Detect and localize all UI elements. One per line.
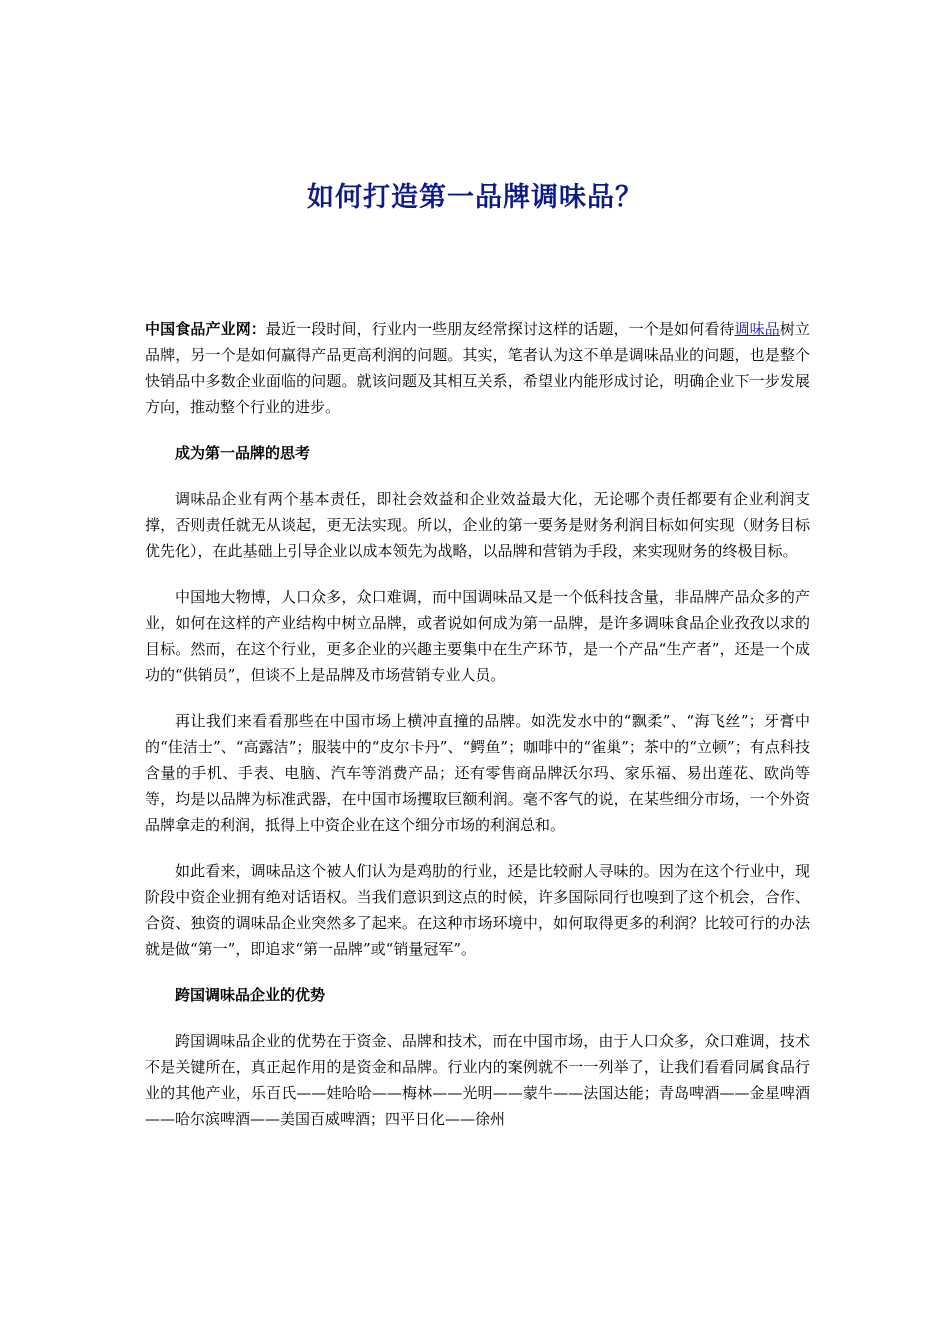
paragraph: 如此看来，调味品这个被人们认为是鸡肋的行业，还是比较耐人寻味的。因为在这个行业中，现阶段中资企业拥有绝对话语权。当我们意识到这点的时候，许多国际同行也嗅到了这个机会，合作、合资、独资的调味品企业突然多了起来。在这种市场环境中，如何取得更多的利润？比较可行的办法就是做“第一”，即追求“第一品牌”或“销量冠军”。 xyxy=(145,862,810,958)
paragraph: 再让我们来看看那些在中国市场上横冲直撞的品牌。如洗发水中的“飘柔”、“海飞丝”；牙膏中的“佳洁士”、“高露洁”；服装中的“皮尔卡丹”、“鳄鱼”；咖啡中的“雀巢”；茶中的“立顿”；有点科技含量的手机、手表、电脑、汽车等消费产品；还有零售商品牌沃尔玛、家乐福、易出莲花、欧尚等等，均是以品牌为标准武器，在中国市场攫取巨额利润。毫不客气的说，在某些细分市场，一个外资品牌拿走的利润，抵得上中资企业在这个细分市场的利润总和。 xyxy=(145,712,810,834)
section-heading-first-brand: 成为第一品牌的思考 xyxy=(175,444,311,462)
section-heading-multinational-advantage: 跨国调味品企业的优势 xyxy=(175,986,326,1004)
paragraph: 调味品企业有两个基本责任，即社会效益和企业效益最大化，无论哪个责任都要有企业利润支撑，否则责任就无从谈起，更无法实现。所以，企业的第一要务是财务利润目标如何实现（财务目标优先化），在此基础上引导企业以成本领先为战略，以品牌和营销为手段，来实现财务的终极目标。 xyxy=(145,490,810,560)
paragraph: 中国地大物博，人口众多，众口难调，而中国调味品又是一个低科技含量，非品牌产品众多的产业，如何在这样的产业结构中树立品牌，或者说如何成为第一品牌，是许多调味食品企业孜孜以求的目标。然而，在这个行业，更多企业的兴趣主要集中在生产环节，是一个产品“生产者”，还是一个成功的“供销员”，但谈不上是品牌及市场营销专业人员。 xyxy=(145,588,810,684)
document-body xyxy=(145,316,810,1152)
intro-text-before-link: 最近一段时间，行业内一些朋友经常探讨这样的话题，一个是如何看待 xyxy=(265,320,735,338)
paragraph: 跨国调味品企业的优势在于资金、品牌和技术，而在中国市场，由于人口众多，众口难调，技术不是关键所在，真正起作用的是资金和品牌。行业内的案例就不一一列举了，让我们看看同属食品行业的其他产业，乐百氏——娃哈哈——梅林——光明——蒙牛——法国达能；青岛啤酒——金星啤酒——哈尔滨啤酒——美国百威啤酒；四平日化——徐州 xyxy=(145,1032,810,1128)
source-label: 中国食品产业网： xyxy=(145,320,266,338)
document-title: 如何打造第一品牌调味品？ xyxy=(307,182,643,213)
seasoning-link[interactable]: 调味品 xyxy=(734,320,780,338)
intro-paragraph xyxy=(145,316,810,420)
intro-text-after-link: 树立品牌，另一个是如何赢得产品更高利润的问题。其实，笔者认为这不单是调味品业的问题，也是整个快销品中多数企业面临的问题。就该问题及其相互关系，希望业内能形成讨论，明确企业下一步发展方向，推动整个行业的进步。 xyxy=(145,320,810,416)
